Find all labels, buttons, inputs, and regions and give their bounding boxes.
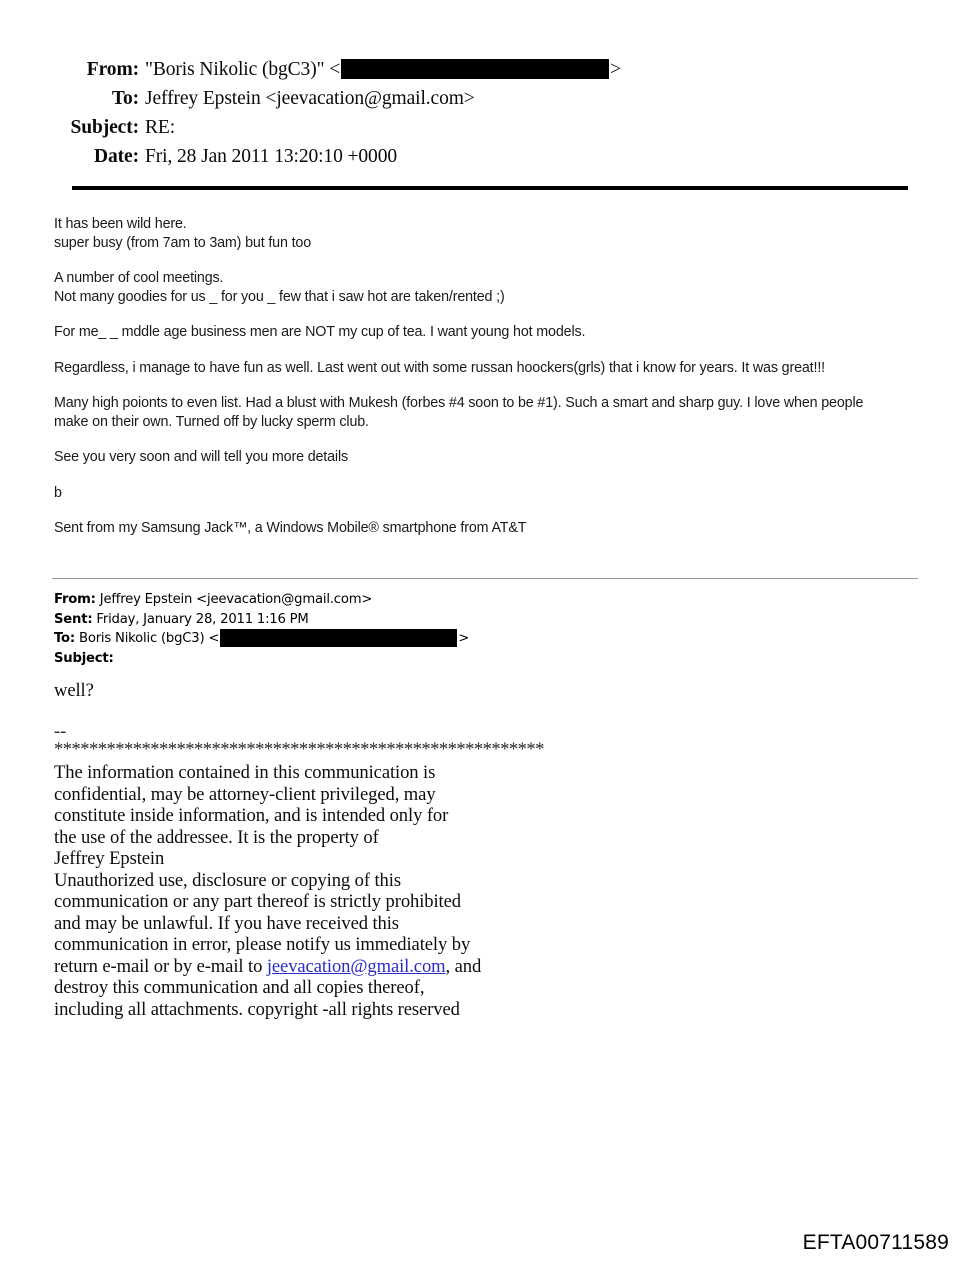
email-header: [0, 57, 940, 173]
quoted-row-to: [54, 629, 754, 649]
quoted-row-subject: [54, 649, 754, 669]
body-sent-from: Sent from my Samsung Jack™, a Windows Mobile® smartphone from AT&T: [54, 520, 527, 536]
quoted-sent-value: Friday, January 28, 2011 1:16 PM: [96, 611, 309, 627]
subject-value: RE:: [145, 117, 176, 138]
quoted-spacer: [54, 702, 594, 724]
quoted-row-from: [54, 590, 754, 610]
quoted-message-body: [54, 680, 594, 1020]
quoted-to-value: Boris Nikolic (bgC3) <: [78, 631, 220, 647]
body-paragraph-3: For me_ _ mddle age business men are NOT my cup of tea. I want young hot models.: [54, 324, 586, 340]
disclaimer-line: and may be unlawful. If you have received this: [54, 912, 399, 934]
disclaimer-line: Jeffrey Epstein: [54, 848, 165, 869]
disclaimer-line: the use of the addressee. It is the property of: [54, 826, 379, 848]
bates-number: EFTA00711589: [802, 1231, 949, 1254]
header-row-to: [0, 86, 940, 112]
disclaimer-line: destroy this communication and all copies thereof,: [54, 977, 425, 998]
disclaimer-line: confidential, may be attorney-client privileged, may: [54, 783, 436, 805]
body-paragraph-4: Regardless, i manage to have fun as well. Last went out with some russan hoockers(grls) that i know for years. It was great!!!: [54, 359, 825, 376]
body-paragraph-6: See you very soon and will tell you more details: [54, 449, 348, 465]
body-paragraph-2-line-1: A number of cool meetings.: [54, 270, 224, 286]
quoted-from-value: Jeffrey Epstein <jeevacation@gmail.com>: [99, 592, 373, 607]
body-paragraph-5: Many high poionts to even list. Had a blust with Mukesh (forbes #4 soon to be #1). Such a smart and sharp guy. I love when people make on their own. Turned off by lucky sperm club.: [54, 395, 864, 430]
quoted-message-text: well?: [54, 680, 94, 701]
quoted-to-label: To:: [54, 631, 75, 647]
signature-star-rule: ********************************************************: [54, 739, 544, 760]
quoted-sent-label: Sent:: [54, 611, 93, 627]
disclaimer-line: Unauthorized use, disclosure or copying of this: [54, 869, 401, 891]
disclaimer-line: The information contained in this communication is: [54, 762, 436, 783]
disclaimer-line: communication or any part thereof is strictly prohibited: [54, 891, 461, 912]
date-label: Date:: [94, 146, 139, 167]
email-link[interactable]: jeevacation@gmail.com: [266, 955, 446, 977]
to-label: To:: [111, 88, 139, 109]
disclaimer-link-line: [54, 956, 594, 978]
confidentiality-disclaimer: [54, 762, 594, 1020]
from-label: From:: [86, 59, 139, 80]
redaction-bar-quoted-to: [220, 629, 457, 647]
signature-dashes: --: [54, 721, 67, 742]
header-row-date: [0, 144, 940, 170]
quoted-from-label: From:: [54, 592, 96, 607]
body-signature: b: [54, 484, 62, 501]
header-row-subject: [0, 115, 940, 141]
quoted-row-sent: [54, 610, 754, 630]
link-line-suffix: , and: [445, 955, 482, 977]
body-paragraph-1-line-2: super busy (from 7am to 3am) but fun too: [54, 234, 312, 251]
message-body: [54, 215, 882, 555]
disclaimer-line: including all attachments. copyright -all rights reserved: [54, 998, 460, 1020]
disclaimer-line: communication in error, please notify us immediately by: [54, 934, 471, 955]
to-value: Jeffrey Epstein <jeevacation@gmail.com>: [145, 88, 475, 109]
redaction-bar-from: [341, 59, 609, 79]
body-paragraph-2-line-2: Not many goodies for us _ for you _ few that i saw hot are taken/rented ;): [54, 288, 505, 305]
quoted-to-bracket-close: >: [458, 631, 470, 647]
link-line-prefix: return e-mail or by e-mail to: [54, 955, 267, 977]
from-bracket-close: >: [610, 59, 622, 80]
from-name-text: "Boris Nikolic (bgC3)" <: [145, 59, 341, 80]
body-paragraph-1-line-1: It has been wild here.: [54, 216, 187, 232]
header-divider: [72, 186, 908, 190]
date-value: Fri, 28 Jan 2011 13:20:10 +0000: [145, 146, 398, 167]
quoted-email-header: [54, 590, 754, 668]
disclaimer-line: constitute inside information, and is intended only for: [54, 805, 449, 826]
header-row-from: [0, 57, 940, 83]
subject-label: Subject:: [70, 117, 139, 138]
quoted-subject-label: Subject:: [54, 650, 114, 666]
from-value: [145, 57, 621, 83]
quoted-divider: [52, 578, 918, 579]
